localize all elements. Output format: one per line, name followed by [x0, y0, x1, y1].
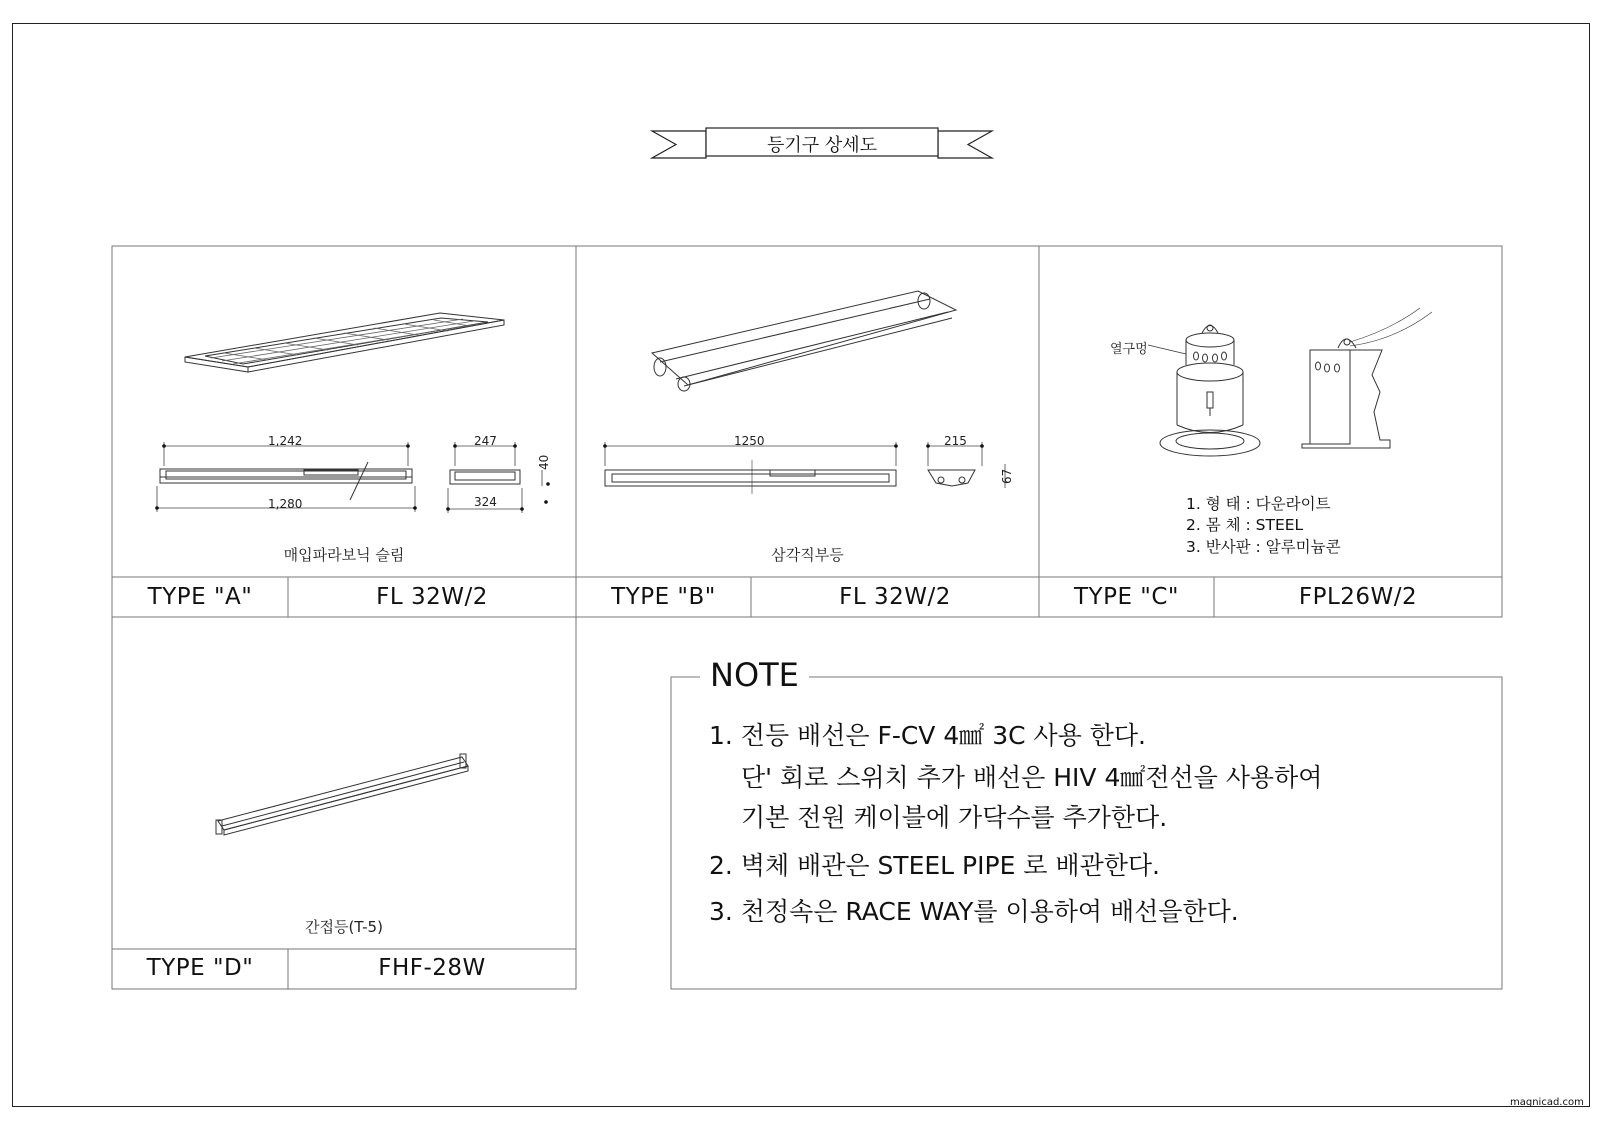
note-line-1-cont-b: 기본 전원 케이블에 가닥수를 추가한다.	[741, 803, 1168, 832]
type-a-dim-bottom-length: 1,280	[268, 497, 303, 511]
note-line-1-cont-a: 단' 회로 스위치 추가 배선은 HIV 4㎟전선을 사용하여	[741, 763, 1323, 792]
type-a-label: TYPE "A"	[147, 584, 253, 610]
type-a-spec: FL 32W/2	[376, 584, 488, 610]
type-b-dim-width: 215	[944, 434, 967, 448]
note-line-1: 1. 전등 배선은 F-CV 4㎟ 3C 사용 한다.	[709, 721, 1147, 750]
note-heading: NOTE	[700, 656, 809, 694]
type-a-fixture-drawing	[157, 313, 542, 513]
type-b-dim-height: 67	[1000, 468, 1014, 484]
type-c-spec: FPL26W/2	[1298, 584, 1418, 610]
type-c-spec-2: 2. 몸 체 : STEEL	[1186, 516, 1304, 534]
type-b-label: TYPE "B"	[611, 584, 716, 610]
type-a-dim-top-length: 1,242	[268, 434, 303, 448]
type-a-name: 매입파라보닉 슬림	[283, 546, 405, 564]
watermark: magnicad.com	[1510, 1097, 1584, 1108]
type-d-label: TYPE "D"	[146, 955, 254, 981]
type-b-dim-length: 1250	[734, 434, 765, 448]
type-c-label: TYPE "C"	[1073, 584, 1180, 610]
drawing-title: 등기구 상세도	[766, 135, 878, 156]
note-line-2: 2. 벽체 배관은 STEEL PIPE 로 배관한다.	[709, 851, 1160, 880]
type-c-fixture-drawing	[1148, 308, 1432, 456]
type-b-fixture-drawing	[605, 291, 1005, 494]
type-b-name: 삼각직부등	[771, 546, 844, 564]
note-line-3: 3. 천정속은 RACE WAY를 이용하여 배선을한다.	[709, 897, 1239, 926]
type-d-name: 간접등(T-5)	[305, 918, 383, 936]
type-c-spec-1: 1. 형 태 : 다운라이트	[1186, 495, 1331, 513]
type-d-spec: FHF-28W	[378, 955, 486, 981]
type-a-dim-bottom-width: 324	[474, 495, 497, 509]
type-a-dim-height: 40	[537, 454, 551, 470]
type-b-spec: FL 32W/2	[839, 584, 951, 610]
type-c-callout: 열구멍	[1110, 342, 1148, 357]
type-a-dim-top-width: 247	[474, 434, 497, 448]
type-c-spec-3: 3. 반사판 : 알루미늄콘	[1186, 538, 1341, 556]
type-d-fixture-drawing	[216, 754, 468, 835]
